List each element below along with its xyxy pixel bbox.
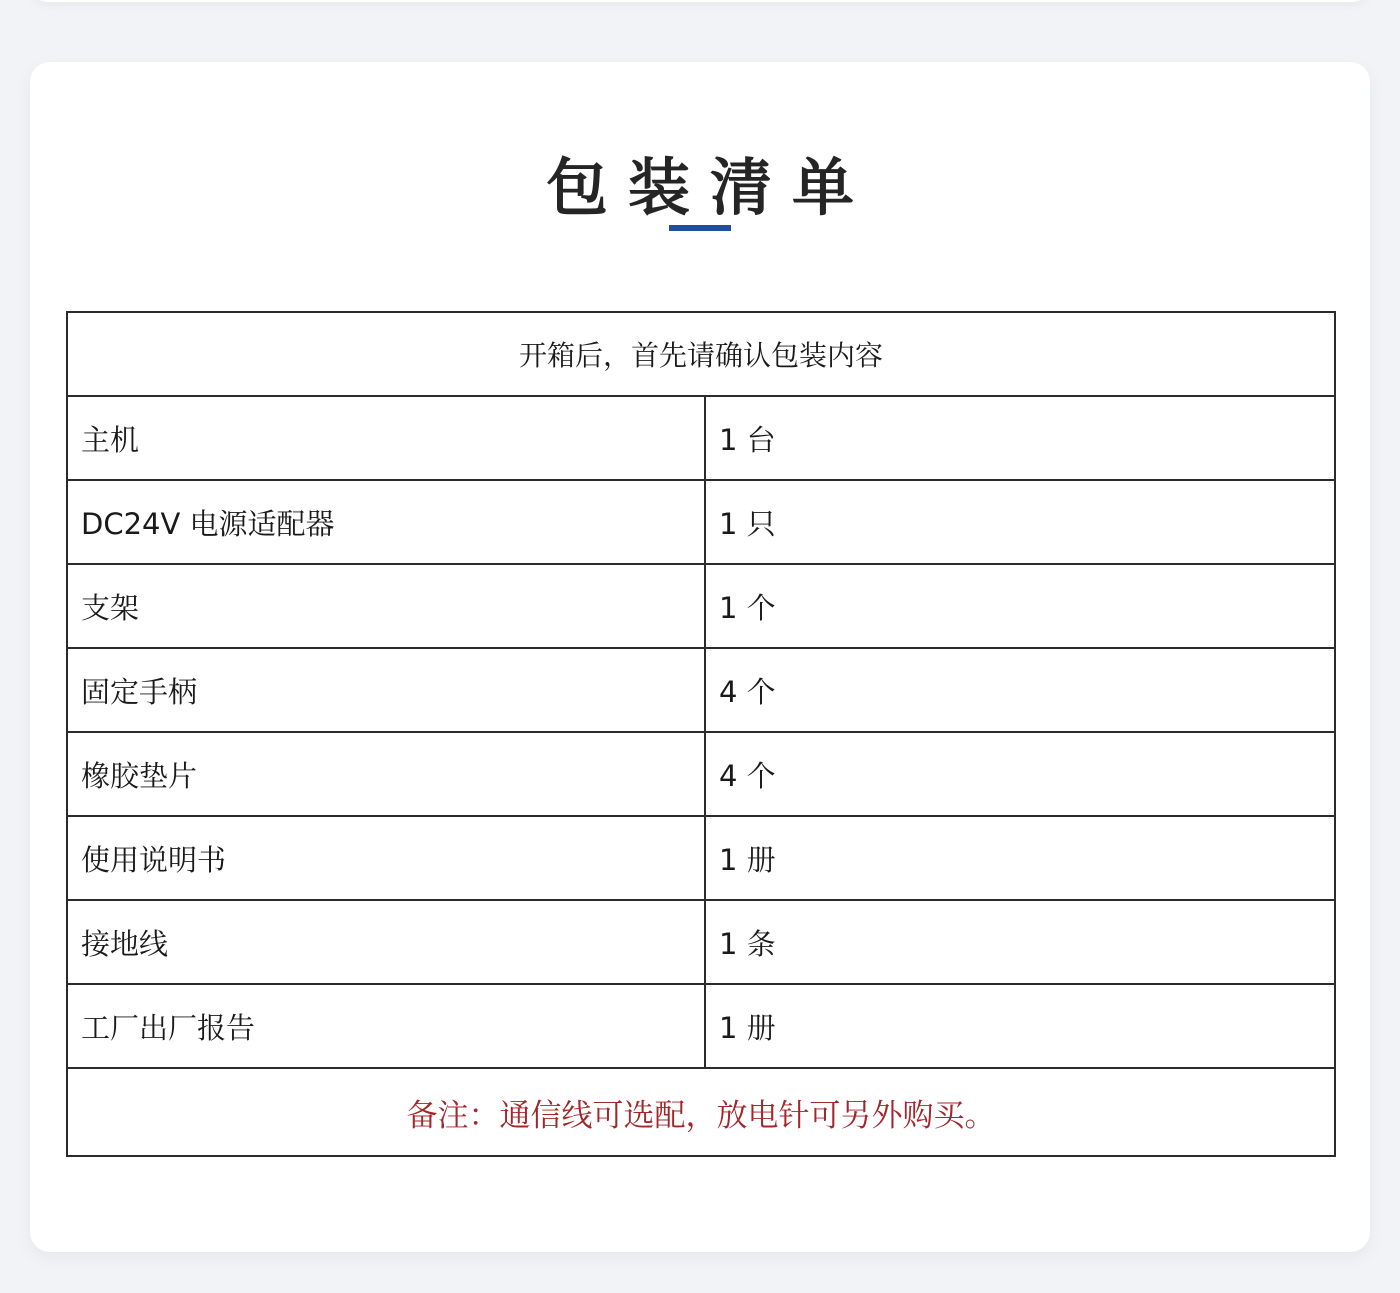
- item-name: 支架: [67, 564, 705, 648]
- table-row: [67, 984, 1335, 1068]
- item-quantity: 1 册: [705, 816, 1335, 900]
- table-row: [67, 900, 1335, 984]
- packing-list-table: [66, 311, 1336, 1157]
- item-name: 使用说明书: [67, 816, 705, 900]
- table-row: [67, 648, 1335, 732]
- item-name: 工厂出厂报告: [67, 984, 705, 1068]
- table-note: 备注：通信线可选配，放电针可另外购买。: [67, 1068, 1335, 1156]
- title-underline: [669, 225, 731, 231]
- table-header-row: [67, 312, 1335, 396]
- item-quantity: 4 个: [705, 648, 1335, 732]
- table-row: [67, 564, 1335, 648]
- table-row: [67, 396, 1335, 480]
- item-name: 橡胶垫片: [67, 732, 705, 816]
- page-title: 包装清单: [545, 151, 874, 224]
- item-quantity: 1 台: [705, 396, 1335, 480]
- top-card-edge: [30, 0, 1370, 2]
- item-quantity: 1 条: [705, 900, 1335, 984]
- item-name: 固定手柄: [67, 648, 705, 732]
- table-row: [67, 732, 1335, 816]
- item-quantity: 4 个: [705, 732, 1335, 816]
- item-name: 接地线: [67, 900, 705, 984]
- table-row: [67, 480, 1335, 564]
- item-name: DC24V 电源适配器: [67, 480, 705, 564]
- item-quantity: 1 只: [705, 480, 1335, 564]
- table-row: [67, 816, 1335, 900]
- table-note-row: [67, 1068, 1335, 1156]
- item-quantity: 1 个: [705, 564, 1335, 648]
- packing-list-card: [30, 62, 1370, 1252]
- table-header: 开箱后，首先请确认包装内容: [67, 312, 1335, 396]
- item-quantity: 1 册: [705, 984, 1335, 1068]
- item-name: 主机: [67, 396, 705, 480]
